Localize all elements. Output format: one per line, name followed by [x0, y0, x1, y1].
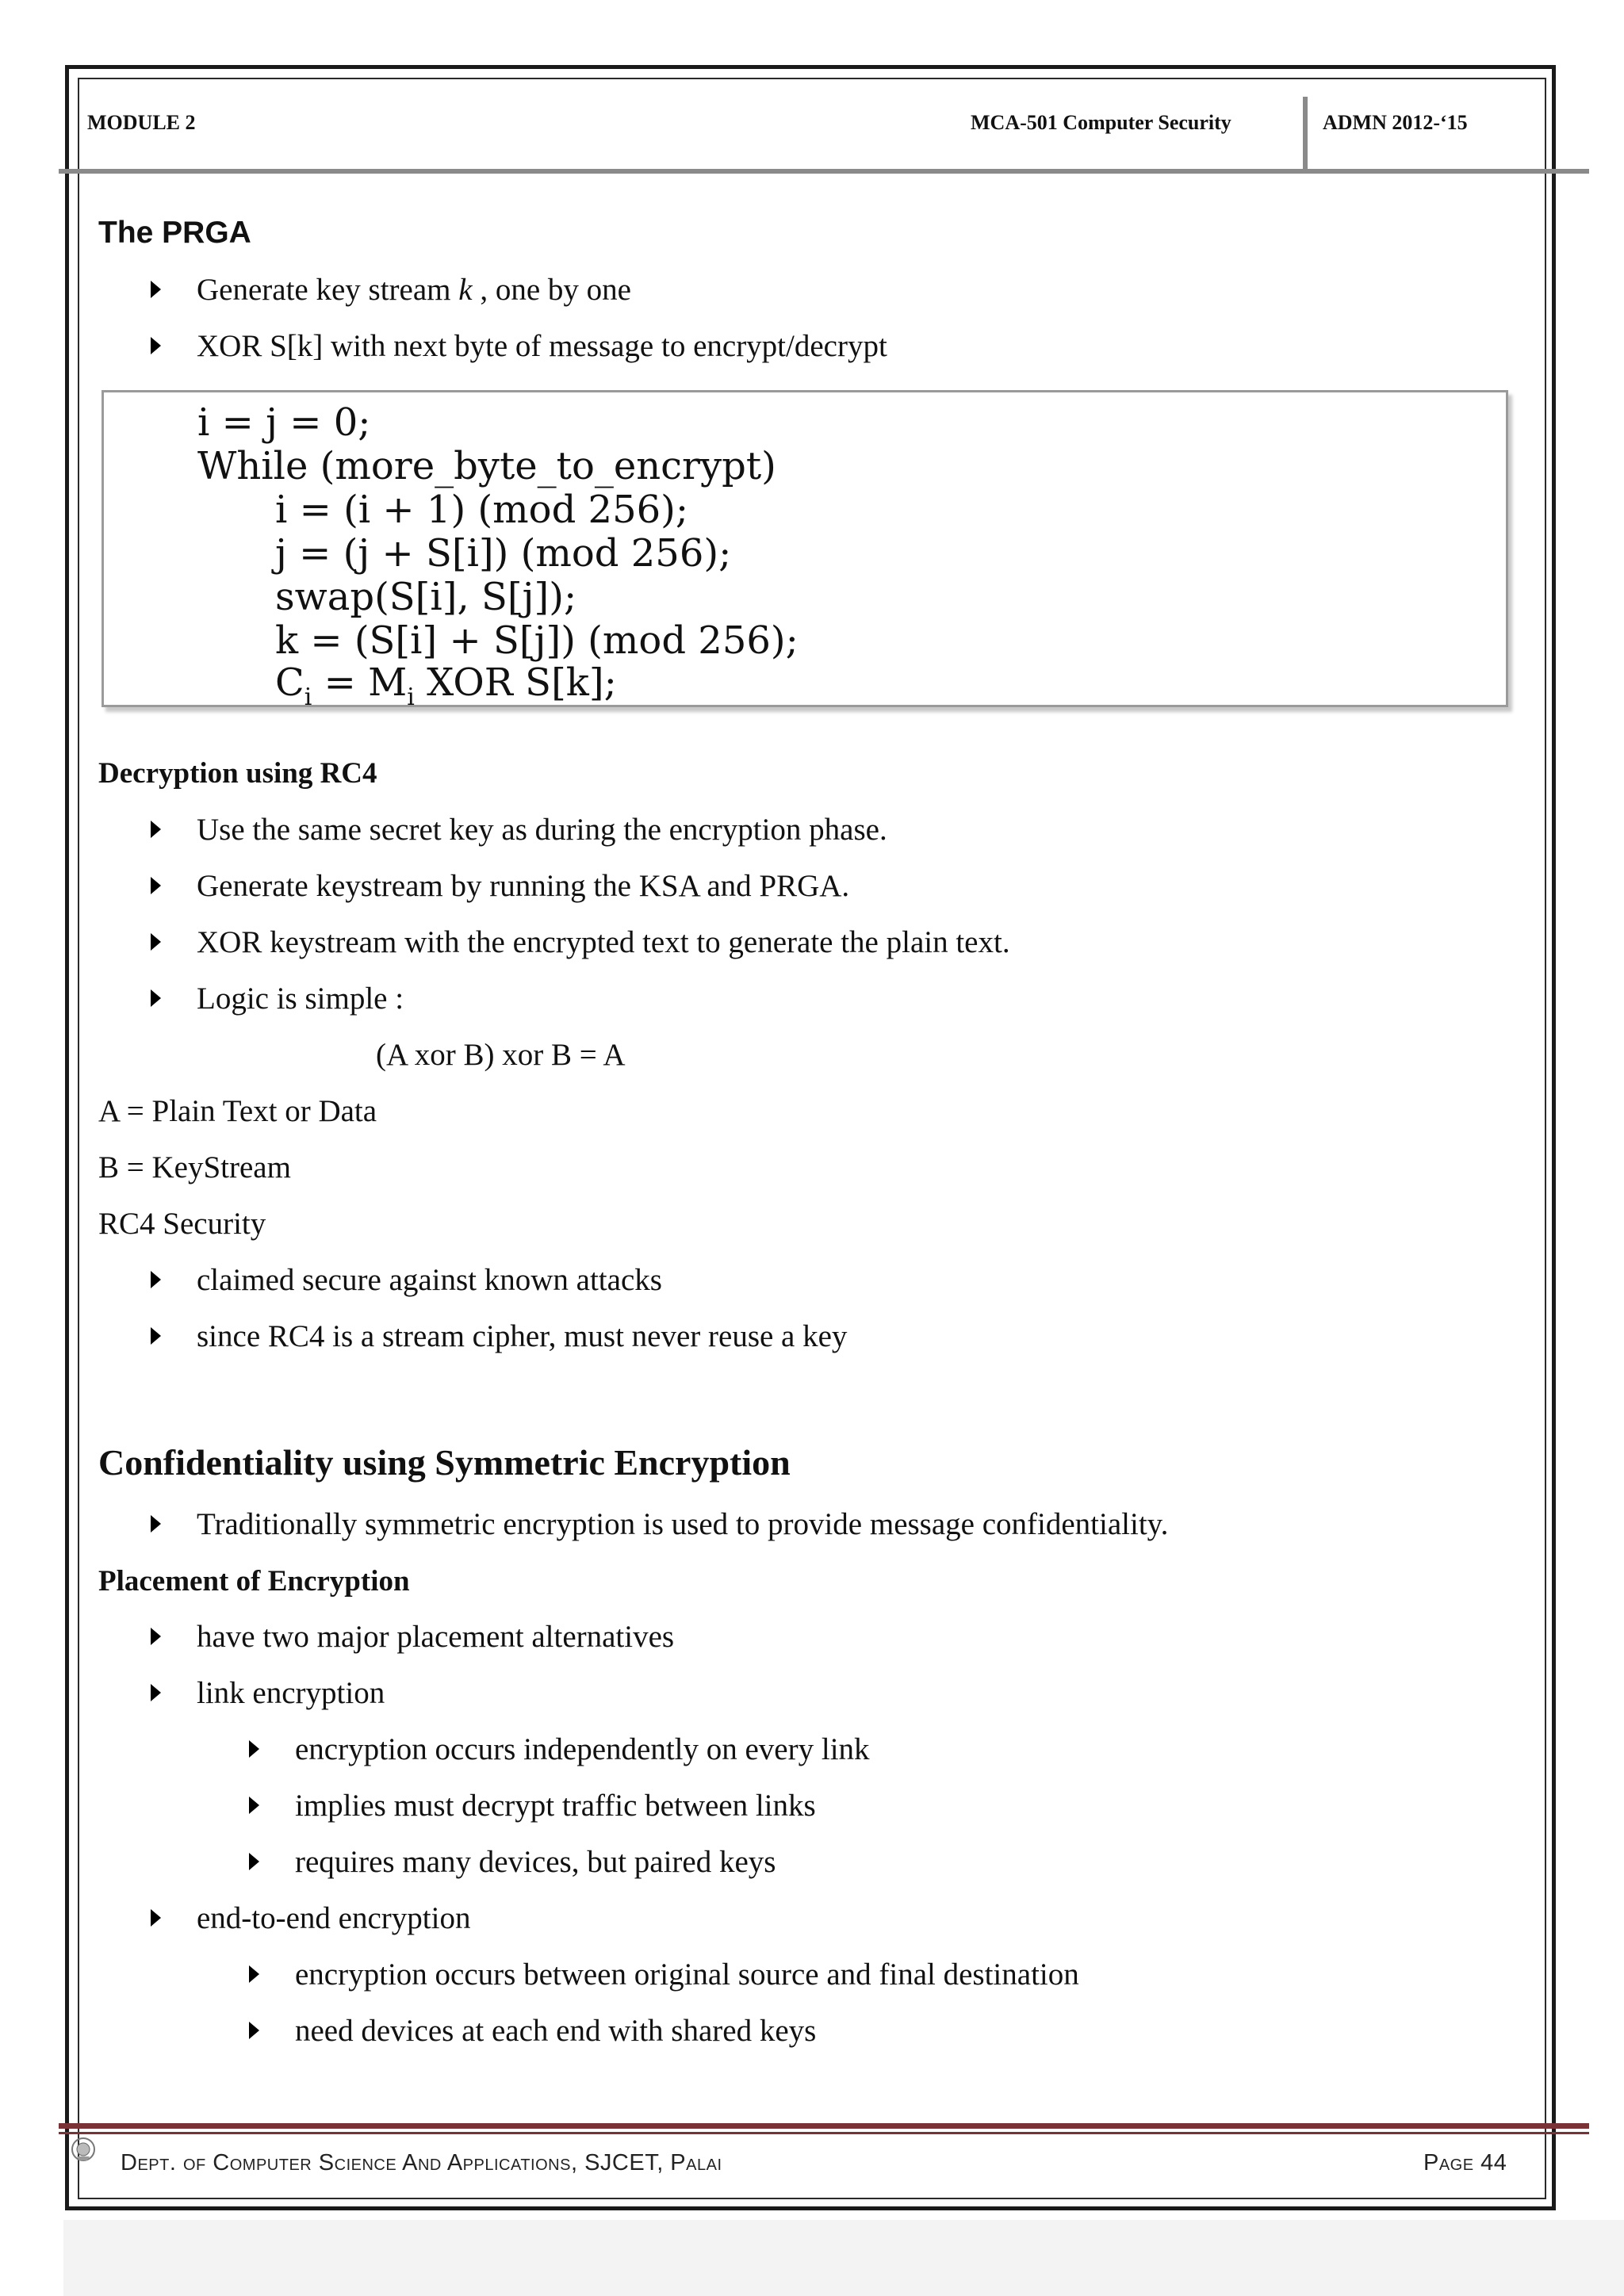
decryption-bullet: Use the same secret key as during the encryption phase. [197, 813, 887, 847]
bullet-arrow-icon [151, 1684, 161, 1701]
header-course: MCA-501 Computer Security [971, 111, 1231, 134]
bullet-arrow-icon [151, 1327, 161, 1345]
confidentiality-bullet: Traditionally symmetric encryption is used to provide message confidentiality. [197, 1507, 1169, 1541]
bullet-arrow-icon [249, 2022, 259, 2039]
security-bullet: claimed secure against known attacks [197, 1263, 662, 1297]
placement-subitem: implies must decrypt traffic between links [295, 1789, 816, 1823]
bullet-arrow-icon [151, 1271, 161, 1288]
definition-b: B = KeyStream [98, 1150, 291, 1184]
footer-rule [59, 2123, 1589, 2129]
code-line: swap(S[i], S[j]); [275, 575, 577, 619]
placement-subitem: encryption occurs independently on every link [295, 1732, 870, 1766]
bullet-arrow-icon [249, 1965, 259, 1983]
bullet-arrow-icon [151, 1515, 161, 1533]
bullet-arrow-icon [151, 337, 161, 354]
rc4-security-title: RC4 Security [98, 1207, 266, 1241]
placement-title: Placement of Encryption [98, 1565, 410, 1598]
decryption-bullet: Logic is simple : [197, 982, 404, 1016]
prga-title: The PRGA [98, 216, 251, 250]
prga-bullet-2: XOR S[k] with next byte of message to encrypt/decrypt [197, 329, 887, 363]
xor-formula: (A xor B) xor B = A [376, 1038, 626, 1072]
code-line-ciphertext: $C_i = M_i$ XOR S[k]; [275, 660, 617, 711]
bullet-arrow-icon [151, 1909, 161, 1927]
confidentiality-title: Confidentiality using Symmetric Encryption [98, 1442, 791, 1483]
code-line: i = (i + 1) (mod 256); [275, 488, 689, 532]
bullet-arrow-icon [151, 1628, 161, 1645]
prga-code-box [102, 390, 1508, 711]
bullet-arrow-icon [151, 933, 161, 951]
code-line: j = (j + S[i]) (mod 256); [275, 531, 732, 576]
decryption-bullet: XOR keystream with the encrypted text to generate the plain text. [197, 925, 1010, 959]
placement-subitem: requires many devices, but paired keys [295, 1845, 776, 1879]
placement-item: have two major placement alternatives [197, 1620, 675, 1654]
placement-subitem: need devices at each end with shared keys [295, 2014, 817, 2048]
code-line: While (more_byte_to_encrypt) [197, 444, 776, 488]
header-admn: ADMN 2012-‘15 [1323, 111, 1468, 134]
code-line: i = j = 0; [197, 400, 371, 445]
bullet-arrow-icon [151, 821, 161, 838]
code-line: k = (S[i] + S[j]) (mod 256); [275, 618, 799, 663]
header-rule [59, 169, 1589, 174]
decryption-title: Decryption using RC4 [98, 757, 377, 790]
placement-item: end-to-end encryption [197, 1901, 471, 1935]
footer-rule [59, 2132, 1589, 2134]
bullet-arrow-icon [249, 1853, 259, 1870]
placement-subitem: encryption occurs between original source and final destination [295, 1957, 1079, 1992]
header-separator [1303, 97, 1308, 170]
bullet-arrow-icon [249, 1797, 259, 1814]
bullet-arrow-icon [151, 989, 161, 1007]
placement-item: link encryption [197, 1676, 385, 1710]
prga-bullet-1: Generate key stream k , one by one [197, 273, 631, 307]
bullet-arrow-icon [151, 281, 161, 298]
college-logo-icon [70, 2136, 97, 2163]
footer-page-number: Page 44 [1423, 2150, 1507, 2175]
bullet-arrow-icon [249, 1740, 259, 1758]
decryption-bullet: Generate keystream by running the KSA and PRGA. [197, 869, 850, 903]
security-bullet: since RC4 is a stream cipher, must never reuse a key [197, 1319, 848, 1353]
header-module: MODULE 2 [87, 111, 196, 134]
definition-a: A = Plain Text or Data [98, 1094, 377, 1128]
footer-department: Dept. of Computer Science And Applications, SJCET, Palai [121, 2150, 722, 2175]
page-bottom-shade [63, 2220, 1624, 2296]
bullet-arrow-icon [151, 877, 161, 894]
